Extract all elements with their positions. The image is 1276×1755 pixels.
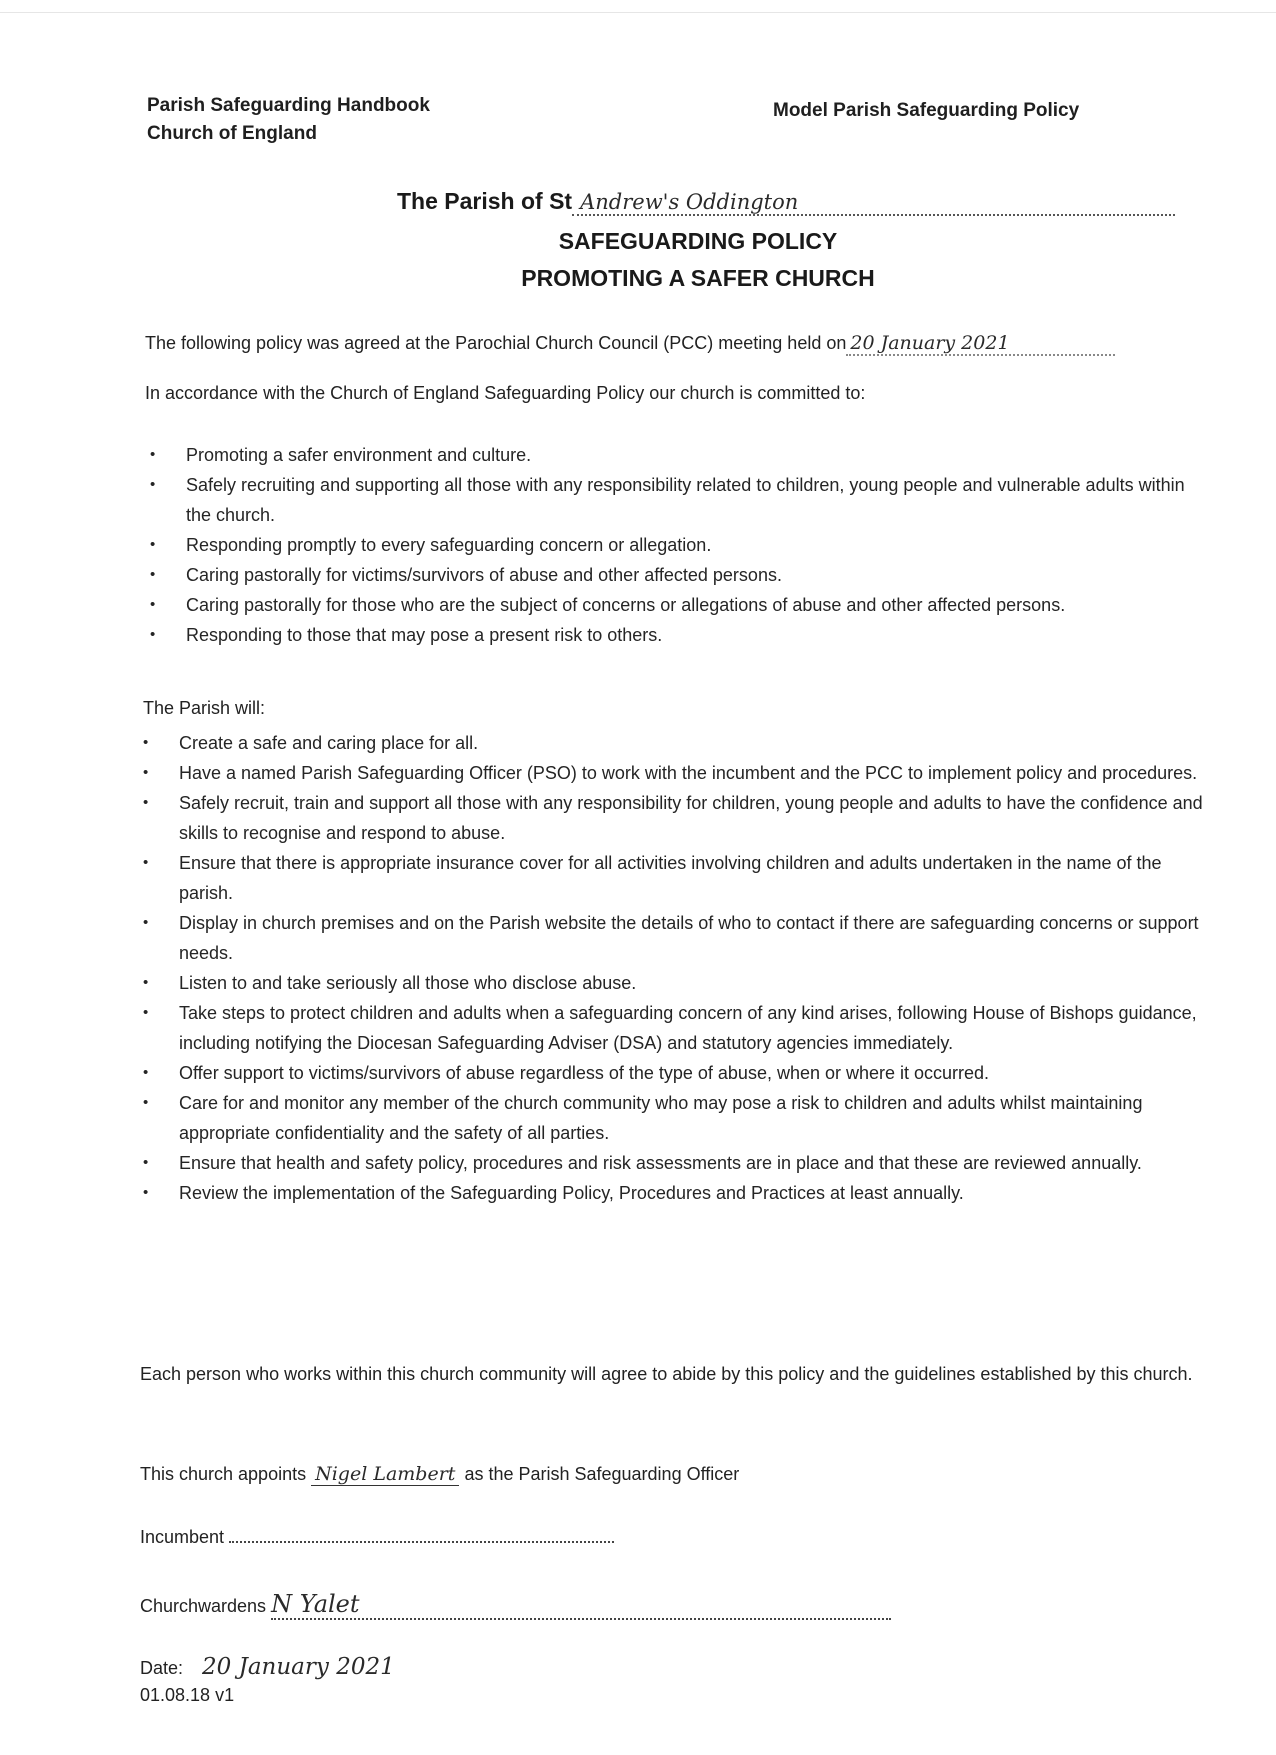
list-item: • Have a named Parish Safeguarding Officer (PSO) to work with the incumbent and the PCC to implement policy and procedures. [143,763,1198,783]
agreed-date-field: 20 January 2021 [846,332,1115,356]
appoints-suffix: as the Parish Safeguarding Officer [464,1464,740,1484]
date-line [140,1654,395,1680]
list-item: • Care for and monitor any member of the church community who may pose a risk to children and adults whilst maintaining appropriate confidentiality and the safety of all parties. [143,1093,1143,1143]
date-field: 20 January 2021 [202,1654,395,1680]
list-item: • Safely recruiting and supporting all those with any responsibility related to children, young people and vulnerable adults within the church. [150,475,1185,525]
handbook-title: Parish Safeguarding Handbook [147,95,430,116]
churchwardens-label: Churchwardens [140,1596,267,1616]
list-item: • Create a safe and caring place for all. [143,733,479,753]
list-item: • Responding to those that may pose a present risk to others. [150,625,663,645]
list-item: • Review the implementation of the Safeguarding Policy, Procedures and Practices at least annually. [143,1183,964,1203]
parish-label: The Parish of St [397,188,573,214]
parish-line [397,188,1175,216]
list-item: • Promoting a safer environment and culture. [150,445,532,465]
list-item: • Ensure that health and safety policy, procedures and risk assessments are in place and that these are reviewed annually. [143,1153,1142,1173]
incumbent-line [140,1527,614,1548]
handbook-org: Church of England [147,123,317,144]
version-label: 01.08.18 v1 [140,1685,235,1705]
commitments-list [150,440,1205,650]
policy-header: Model Parish Safeguarding Policy [773,100,1080,121]
parish-will-list [143,728,1203,1208]
list-item: • Listen to and take seriously all those who disclose abuse. [143,973,637,993]
list-item: • Caring pastorally for victims/survivors of abuse and other affected persons. [150,565,782,585]
list-item: • Responding promptly to every safeguarding concern or allegation. [150,535,712,555]
scan-edge-line [0,12,1276,13]
appointment-line [140,1463,739,1485]
commitment-intro: In accordance with the Church of England Safeguarding Policy our church is committed to: [145,383,866,403]
appoints-prefix: This church appoints [140,1464,307,1484]
agreed-statement [145,332,1115,356]
list-item: • Take steps to protect children and adults when a safeguarding concern of any kind arises, following House of Bishops guidance, including notifying the Diocesan Safeguarding Adviser (DSA) and statutory agencies immediately. [143,1003,1197,1053]
incumbent-label: Incumbent [140,1527,225,1547]
list-item: • Caring pastorally for those who are the subject of concerns or allegations of abuse and other affected persons. [150,595,1066,615]
churchwardens-line [140,1590,891,1620]
list-item: • Safely recruit, train and support all those with any responsibility for children, young people and adults to have the confidence and skills to recognise and respond to abuse. [143,793,1203,843]
agreement-paragraph: Each person who works within this church community will agree to abide by this policy and the guidelines established by this church. [140,1364,1193,1384]
parish-name-field: Andrew's Oddington [572,190,1175,216]
list-item: • Display in church premises and on the Parish website the details of who to contact if there are safeguarding concerns or support needs. [143,913,1199,963]
list-item: • Ensure that there is appropriate insurance cover for all activities involving children and adults undertaken in the name of the parish. [143,853,1162,903]
date-label: Date: [140,1658,184,1678]
list-item: • Offer support to victims/survivors of abuse regardless of the type of abuse, when or where it occurred. [143,1063,990,1083]
churchwardens-signature-field: N Yalet [271,1590,891,1620]
incumbent-signature-field [229,1527,614,1543]
pso-name-field: Nigel Lambert [311,1463,459,1486]
policy-subtitle: PROMOTING A SAFER CHURCH [521,265,875,291]
handbook-header [147,92,430,148]
policy-title: SAFEGUARDING POLICY [558,228,838,254]
parish-will-heading: The Parish will: [143,698,266,718]
agreed-text: The following policy was agreed at the Parochial Church Council (PCC) meeting held on [145,333,847,353]
